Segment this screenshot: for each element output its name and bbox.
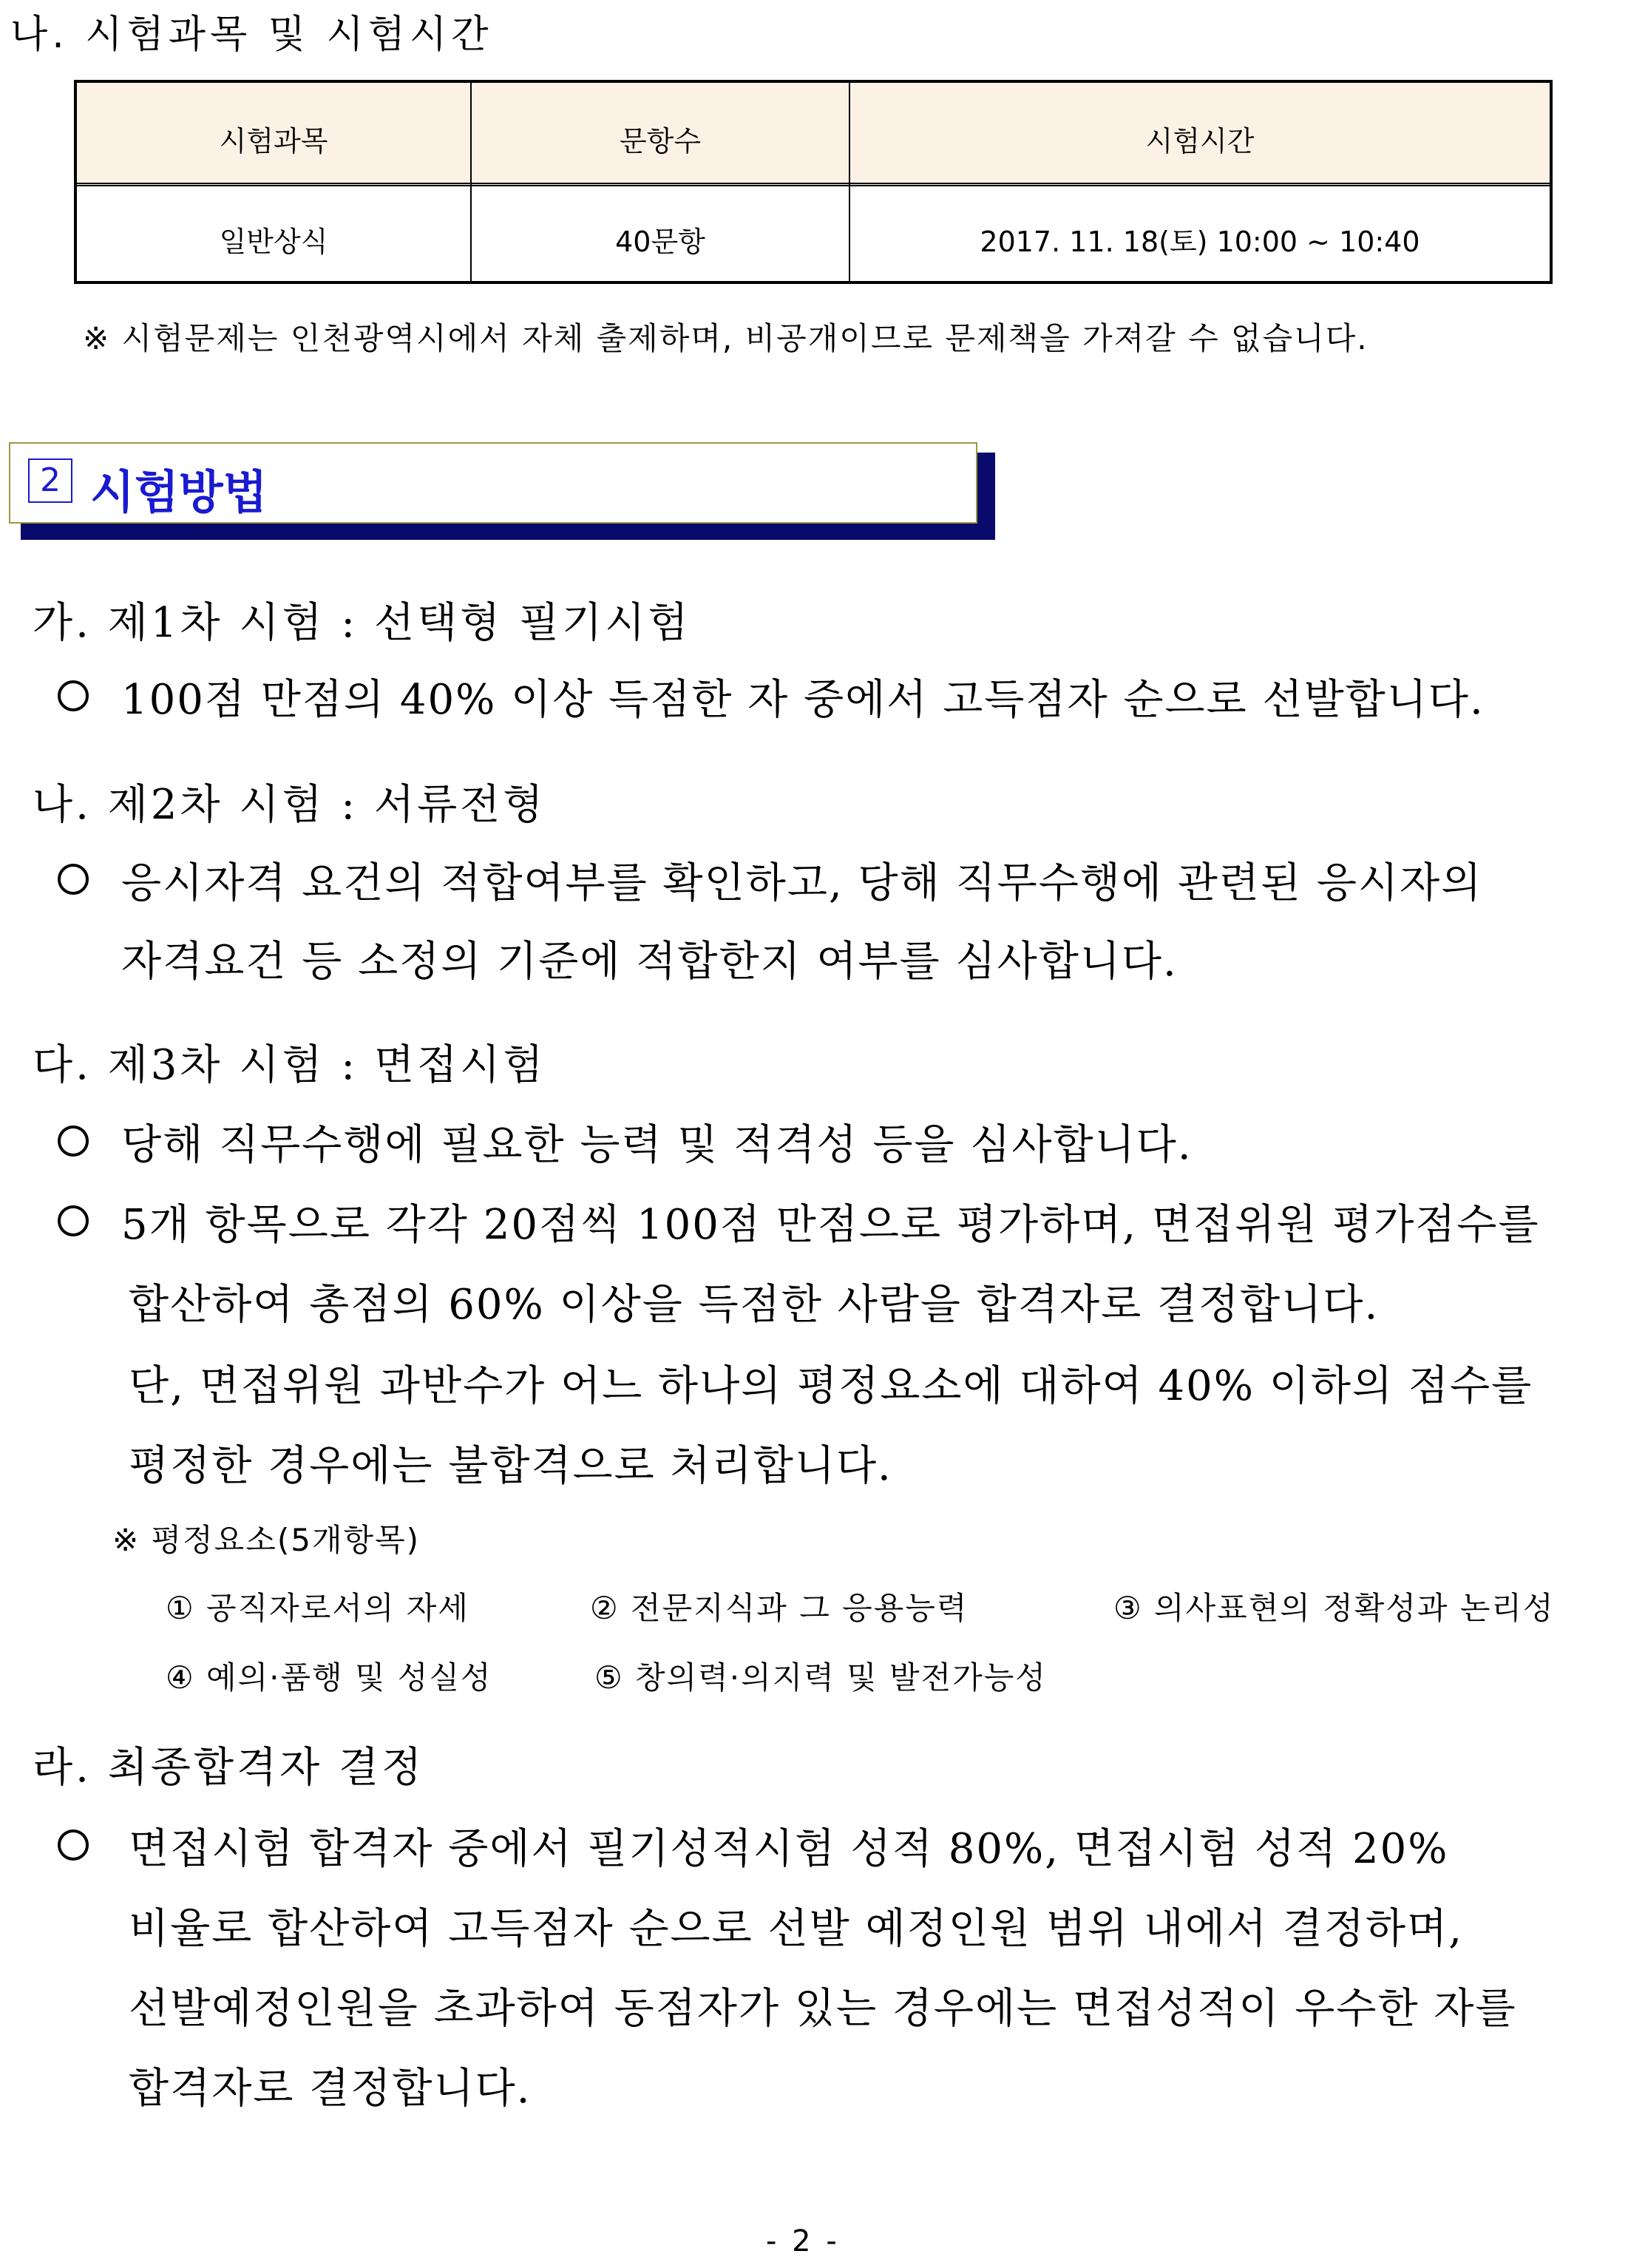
circle-bullet-icon [58,680,89,711]
bullet-text: 합산하여 총점의 60% 이상을 득점한 사람을 합격자로 결정합니다. [129,1281,1380,1329]
table-cell: 일반상식 [219,226,328,258]
table-header-cell: 시험과목 [219,125,328,158]
circle-bullet-icon [58,1829,89,1861]
circle-bullet-icon [58,1205,89,1236]
section-heading: 시험방법 [90,465,268,519]
criteria-item: ③ 의사표현의 정확성과 논리성 [1113,1590,1555,1626]
section-heading-box [9,442,977,524]
bullet-text: 당해 직무수행에 필요한 능력 및 적격성 등을 심사합니다. [121,1121,1193,1169]
bullet-text: 단, 면접위원 과반수가 어느 하나의 평정요소에 대하여 40% 이하의 점수를 [129,1362,1533,1410]
table-cell: 2017. 11. 18(토) 10:00 ~ 10:40 [980,226,1420,258]
bullet-text: 합격자로 결정합니다. [129,2065,532,2113]
bullet-text: 선발예정인원을 초과하여 동점자가 있는 경우에는 면접성적이 우수한 자를 [129,1985,1517,2033]
page-number: - 2 - [766,2224,840,2258]
subsection-title: 나. 제2차 시험 : 서류전형 [33,781,546,829]
section-number: 2 [28,458,72,503]
criteria-item: ① 공직자로서의 자세 [166,1590,469,1626]
bullet-text: 비율로 합산하여 고득점자 순으로 선발 예정인원 범위 내에서 결정하며, [129,1905,1463,1953]
exam-note: ※ 시험문제는 인천광역시에서 자체 출제하며, 비공개이므로 문제책을 가져갈 수 없습니다. [83,320,1368,356]
bullet-text: 면접시험 합격자 중에서 필기성적시험 성적 80%, 면접시험 성적 20% [129,1825,1449,1873]
bullet-text: 자격요건 등 소정의 기준에 적합한지 여부를 심사합니다. [121,938,1178,986]
bullet-text: 응시자격 요건의 적합여부를 확인하고, 당해 직무수행에 관련된 응시자의 [121,859,1483,907]
bullet-text: 5개 항목으로 각각 20점씩 100점 만점으로 평가하며, 면접위원 평가점수를 [121,1201,1540,1249]
circle-bullet-icon [58,864,89,895]
table-header-cell: 문항수 [619,125,702,158]
subsection-title: 라. 최종합격자 결정 [33,1744,425,1792]
criteria-item: ⑤ 창의력·의지력 및 발전가능성 [594,1659,1047,1696]
criteria-item: ② 전문지식과 그 응용능력 [590,1590,969,1626]
table-cell: 40문항 [615,226,705,258]
section-title: 나. 시험과목 및 시험시간 [10,13,493,57]
criteria-item: ④ 예의·품행 및 성실성 [166,1659,492,1696]
exam-schedule-table [74,80,1553,284]
subsection-title: 다. 제3차 시험 : 면접시험 [33,1041,546,1089]
bullet-text: 100점 만점의 40% 이상 득점한 자 중에서 고득점자 순으로 선발합니다. [121,676,1485,724]
subsection-title: 가. 제1차 시험 : 선택형 필기시험 [33,599,691,647]
criteria-title: ※ 평정요소(5개항목) [112,1522,421,1558]
bullet-text: 평정한 경우에는 불합격으로 처리합니다. [129,1442,892,1490]
table-header-cell: 시험시간 [1145,125,1255,158]
circle-bullet-icon [58,1125,89,1157]
